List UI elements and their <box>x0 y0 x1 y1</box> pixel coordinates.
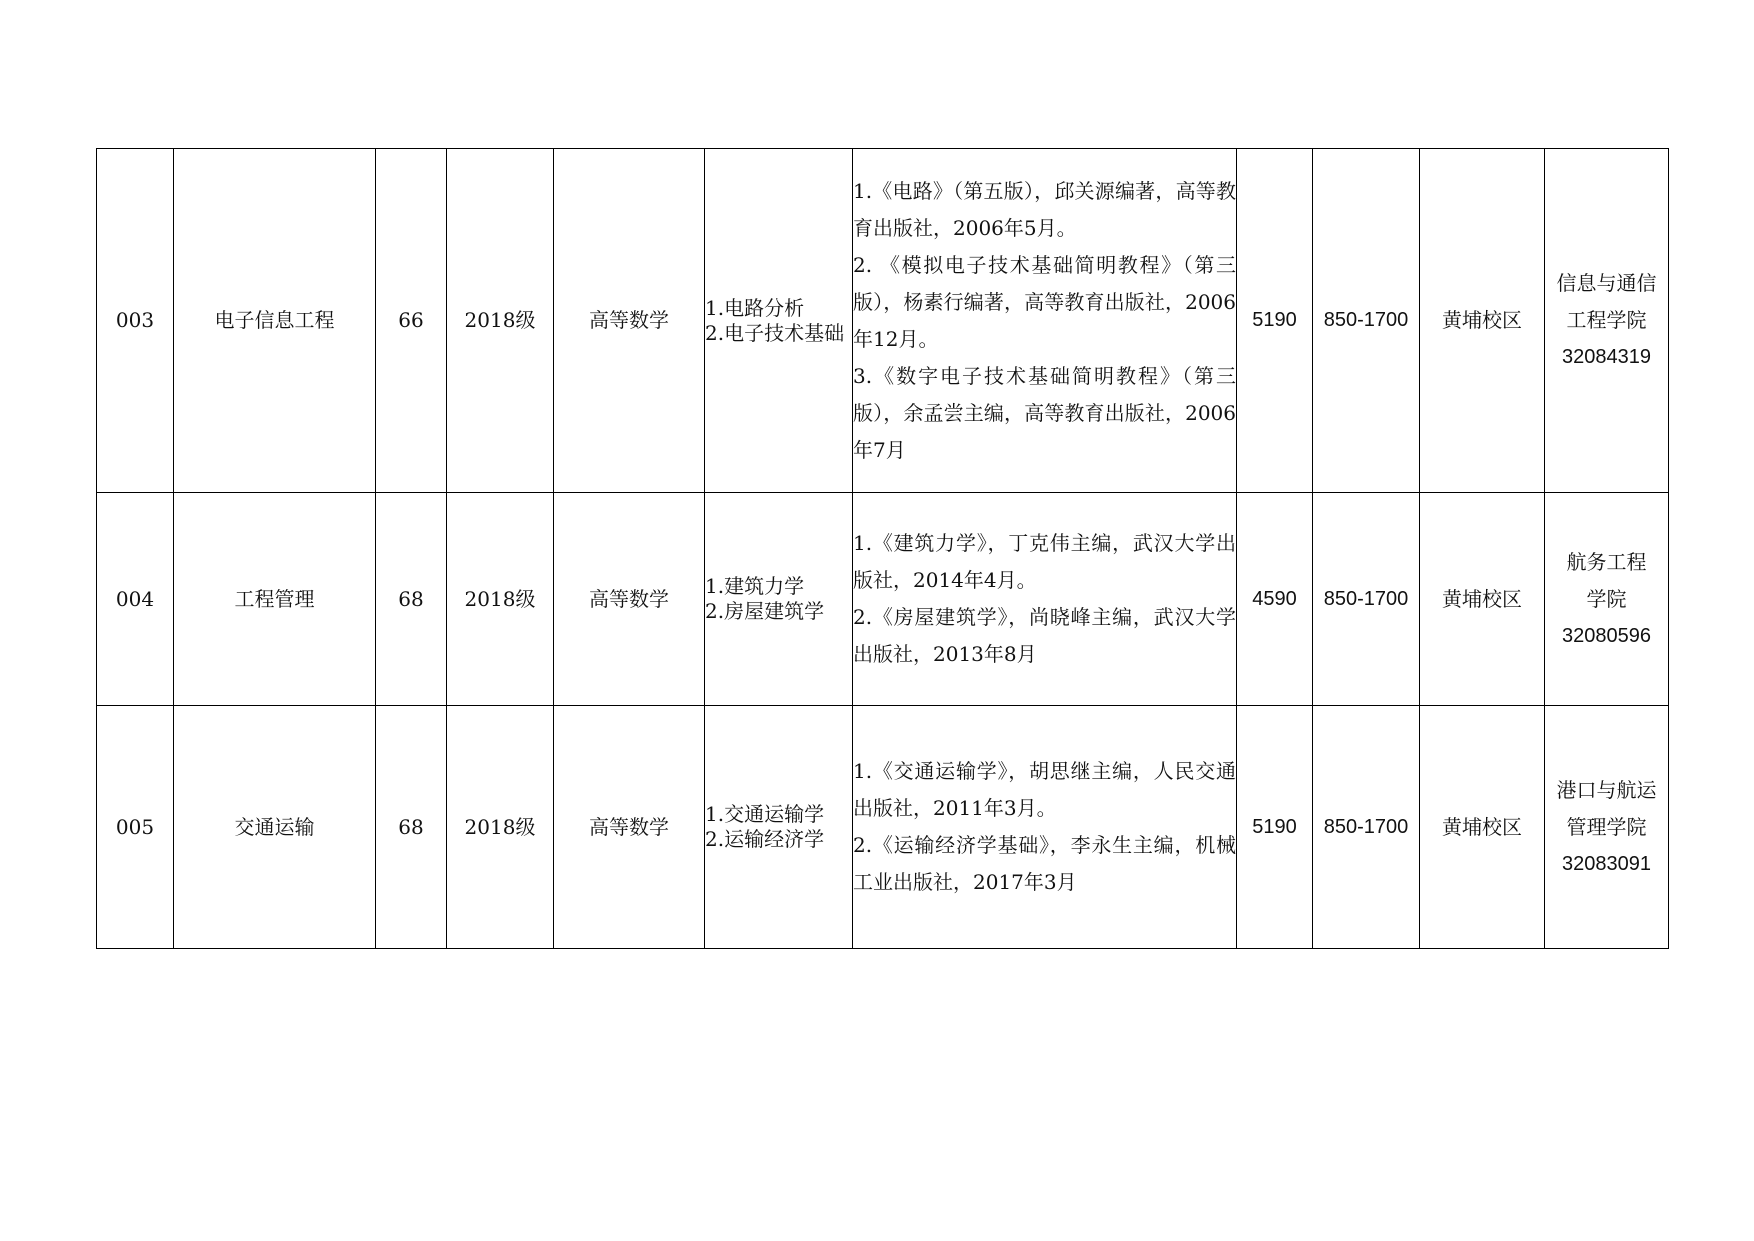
table-row <box>97 493 1669 706</box>
major-name: 电子信息工程 <box>174 149 376 493</box>
college-name-line: 信息与通信 <box>1556 271 1657 295</box>
exam-subject: 高等数学 <box>554 706 705 949</box>
professional-subjects <box>705 149 853 493</box>
book-item: 1.《建筑力学》，丁克伟主编，武汉大学出版社，2014年4月。 <box>853 531 1236 592</box>
major-name: 工程管理 <box>174 493 376 706</box>
college-contact <box>1545 149 1669 493</box>
college-name-line: 学院 <box>1586 586 1627 611</box>
tuition-fee: 4590 <box>1237 493 1313 706</box>
college-name-line: 港口与航运 <box>1556 777 1657 802</box>
professional-subjects <box>705 706 853 949</box>
grade-year: 2018级 <box>447 706 554 949</box>
subject-item: 1.电路分析 <box>705 295 805 320</box>
subject-item: 2.运输经济学 <box>705 827 825 851</box>
grade-year: 2018级 <box>447 149 554 493</box>
campus: 黄埔校区 <box>1420 493 1545 706</box>
book-item: 2. 《模拟电子技术基础简明教程》（第三版），杨素行编著，高等教育出版社，2006年12月。 <box>853 252 1236 351</box>
professional-subjects <box>705 493 853 706</box>
book-item: 2.《房屋建筑学》，尚晓峰主编，武汉大学出版社，2013年8月 <box>853 605 1236 666</box>
college-contact <box>1545 493 1669 706</box>
book-item: 1.《电路》（第五版），邱关源编著，高等教育出版社，2006年5月。 <box>853 178 1236 240</box>
phone-number: 32080596 <box>1562 624 1651 647</box>
college-name-line: 管理学院 <box>1566 814 1647 839</box>
reference-books <box>853 493 1237 706</box>
book-item: 1.《交通运输学》，胡思继主编，人民交通出版社，2011年3月。 <box>853 759 1236 820</box>
book-item: 3.《数字电子技术基础简明教程》（第三版），余孟尝主编，高等教育出版社，2006年7月 <box>853 363 1236 462</box>
tuition-fee: 5190 <box>1237 149 1313 493</box>
programs-table <box>96 148 1669 949</box>
college-name-line: 工程学院 <box>1566 308 1647 332</box>
reference-books <box>853 149 1237 493</box>
grade-year: 2018级 <box>447 493 554 706</box>
enrollment-count: 68 <box>376 706 447 949</box>
tuition-fee: 5190 <box>1237 706 1313 949</box>
enrollment-count: 66 <box>376 149 447 493</box>
program-code: 005 <box>97 706 174 949</box>
enrollment-count: 68 <box>376 493 447 706</box>
exam-subject: 高等数学 <box>554 149 705 493</box>
subject-item: 2.电子技术基础 <box>705 320 845 345</box>
phone-number: 32083091 <box>1562 852 1651 875</box>
exam-subject: 高等数学 <box>554 493 705 706</box>
campus: 黄埔校区 <box>1420 149 1545 493</box>
college-name-line: 航务工程 <box>1566 549 1647 574</box>
campus: 黄埔校区 <box>1420 706 1545 949</box>
subject-item: 2.房屋建筑学 <box>705 599 825 623</box>
subject-item: 1.交通运输学 <box>705 802 825 826</box>
table-row <box>97 706 1669 949</box>
score-range: 850-1700 <box>1313 706 1420 949</box>
book-item: 2.《运输经济学基础》，李永生主编，机械工业出版社，2017年3月 <box>853 833 1236 894</box>
college-contact <box>1545 706 1669 949</box>
reference-books <box>853 706 1237 949</box>
table-row <box>97 149 1669 493</box>
major-name: 交通运输 <box>174 706 376 949</box>
score-range: 850-1700 <box>1313 493 1420 706</box>
phone-number: 32084319 <box>1562 346 1651 368</box>
subject-item: 1.建筑力学 <box>705 574 805 598</box>
score-range: 850-1700 <box>1313 149 1420 493</box>
program-code: 004 <box>97 493 174 706</box>
program-code: 003 <box>97 149 174 493</box>
